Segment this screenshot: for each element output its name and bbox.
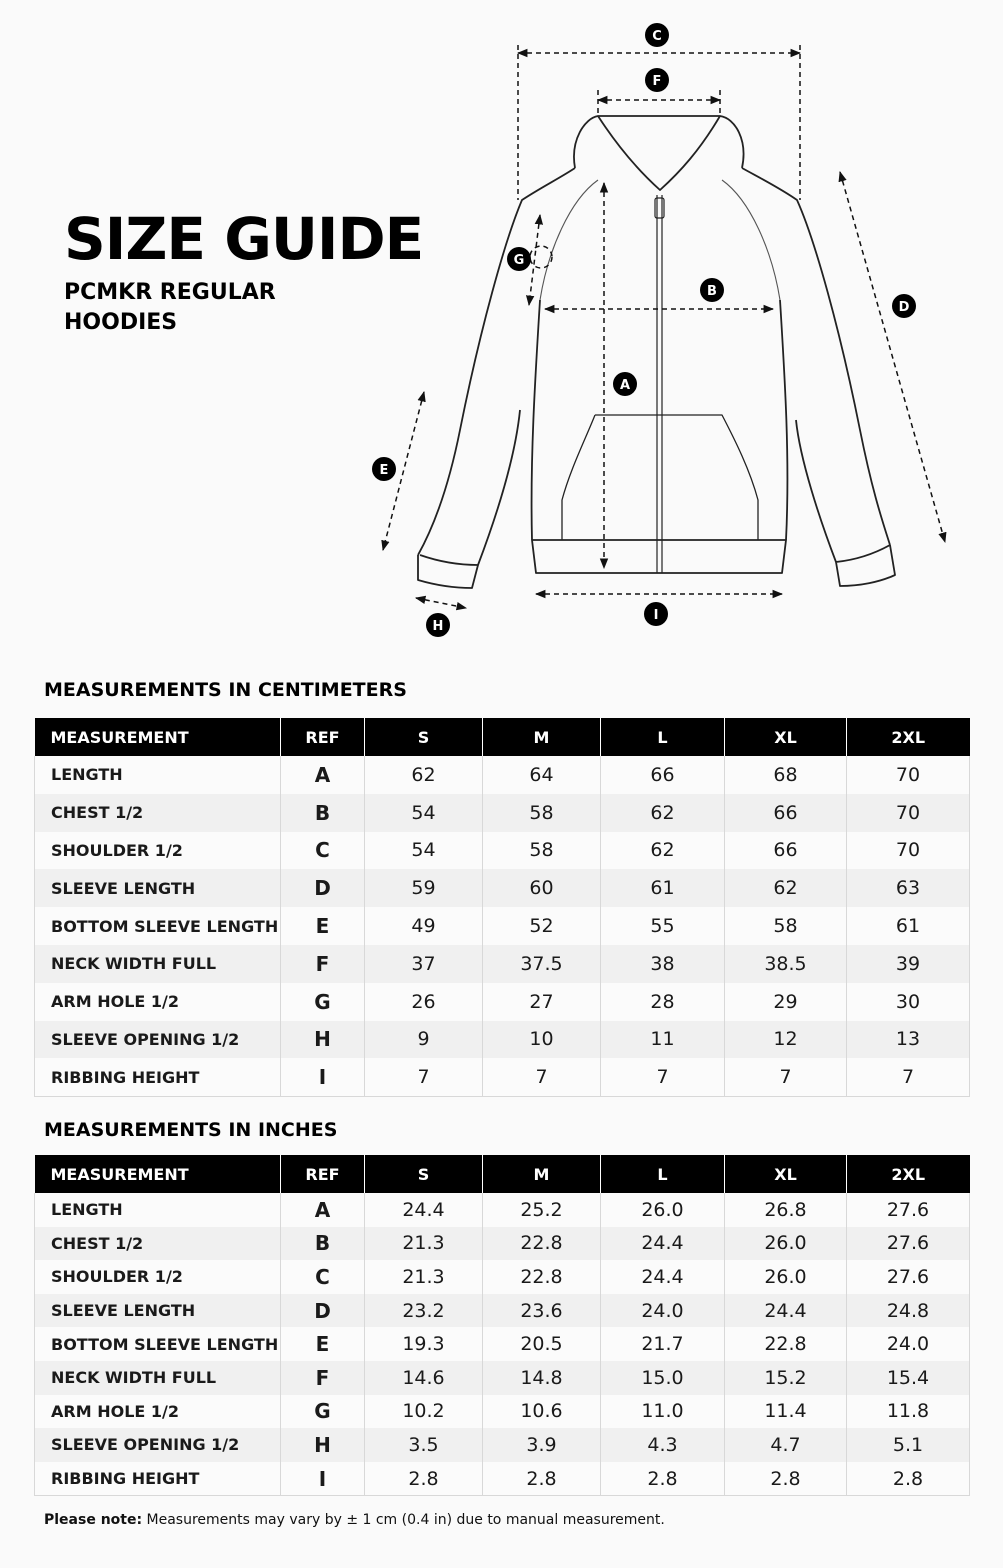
size-value-cell: 66 [601,756,725,794]
measurement-name: RIBBING HEIGHT [35,1058,281,1096]
svg-text:G: G [513,253,525,268]
size-value-cell: 38.5 [725,945,847,983]
column-header: 2XL [847,1155,970,1193]
measurement-name: ARM HOLE 1/2 [35,1395,281,1429]
measurement-name: SLEEVE LENGTH [35,869,281,907]
measurement-ref: I [281,1058,365,1096]
svg-text:A: A [619,378,631,393]
size-value-cell: 62 [365,756,483,794]
size-value-cell: 54 [365,832,483,870]
size-value-cell: 26.0 [725,1260,847,1294]
size-value-cell: 27.6 [847,1193,970,1227]
note-text: Measurements may vary by ± 1 cm (0.4 in) due to manual measurement. [142,1512,665,1528]
size-value-cell: 24.0 [847,1327,970,1361]
column-header: S [365,1155,483,1193]
size-value-cell: 60 [483,869,601,907]
size-value-cell: 58 [483,832,601,870]
svg-text:F: F [652,74,662,89]
measurement-ref: C [281,832,365,870]
svg-text:E: E [379,463,389,478]
column-header: L [601,718,725,756]
note-label: Please note: [44,1512,143,1528]
diagram-label-h [426,613,450,637]
size-value-cell: 2.8 [483,1462,601,1496]
measurement-note [44,1512,665,1528]
measurement-ref: B [281,1227,365,1261]
table-header-row [35,718,970,756]
size-value-cell: 13 [847,1021,970,1059]
table-row [35,1361,970,1395]
diagram-label-c [645,23,669,47]
svg-text:I: I [653,608,659,623]
diagram-label-b [700,278,724,302]
measurement-ref: E [281,907,365,945]
size-value-cell: 21.3 [365,1260,483,1294]
column-header: MEASUREMENT [35,1155,281,1193]
column-header: XL [725,718,847,756]
diagram-label-a [613,372,637,396]
size-value-cell: 3.5 [365,1428,483,1462]
size-value-cell: 24.4 [365,1193,483,1227]
measurement-name: LENGTH [35,756,281,794]
size-value-cell: 23.2 [365,1294,483,1328]
size-value-cell: 2.8 [847,1462,970,1496]
table-row [35,1428,970,1462]
measurement-ref: G [281,983,365,1021]
size-value-cell: 58 [483,794,601,832]
size-value-cell: 11.0 [601,1395,725,1429]
size-value-cell: 14.6 [365,1361,483,1395]
cm-section-title: MEASUREMENTS IN CENTIMETERS [44,679,407,701]
in-size-table [34,1155,970,1496]
size-value-cell: 5.1 [847,1428,970,1462]
column-header: 2XL [847,718,970,756]
measurement-lines [383,45,945,608]
measurement-ref: E [281,1327,365,1361]
diagram-label-g [507,247,531,271]
table-row [35,1462,970,1496]
measurement-name: SHOULDER 1/2 [35,1260,281,1294]
size-value-cell: 21.3 [365,1227,483,1261]
size-value-cell: 62 [601,794,725,832]
size-value-cell: 27.6 [847,1260,970,1294]
size-value-cell: 49 [365,907,483,945]
measurement-ref: D [281,1294,365,1328]
measurement-name: LENGTH [35,1193,281,1227]
hoodie-diagram [360,15,980,655]
size-value-cell: 70 [847,832,970,870]
size-value-cell: 10.2 [365,1395,483,1429]
column-header: M [483,1155,601,1193]
size-value-cell: 66 [725,832,847,870]
size-value-cell: 26.8 [725,1193,847,1227]
table-row [35,1260,970,1294]
size-value-cell: 7 [483,1058,601,1096]
measurement-ref: D [281,869,365,907]
size-value-cell: 24.0 [601,1294,725,1328]
size-value-cell: 61 [601,869,725,907]
size-value-cell: 22.8 [483,1227,601,1261]
svg-text:H: H [432,619,444,634]
column-header: XL [725,1155,847,1193]
table-row [35,983,970,1021]
measurement-ref: C [281,1260,365,1294]
measurement-ref: G [281,1395,365,1429]
size-value-cell: 26.0 [601,1193,725,1227]
measurement-name: CHEST 1/2 [35,1227,281,1261]
size-value-cell: 54 [365,794,483,832]
size-value-cell: 22.8 [725,1327,847,1361]
measurement-name: BOTTOM SLEEVE LENGTH [35,1327,281,1361]
size-value-cell: 70 [847,756,970,794]
hoodie-outline [418,116,895,588]
size-value-cell: 24.8 [847,1294,970,1328]
size-value-cell: 39 [847,945,970,983]
measurement-name: RIBBING HEIGHT [35,1462,281,1496]
size-value-cell: 24.4 [725,1294,847,1328]
size-value-cell: 3.9 [483,1428,601,1462]
size-value-cell: 2.8 [365,1462,483,1496]
measurement-ref: H [281,1021,365,1059]
column-header: REF [281,1155,365,1193]
size-value-cell: 24.4 [601,1260,725,1294]
measurement-ref: F [281,945,365,983]
column-header: M [483,718,601,756]
size-value-cell: 30 [847,983,970,1021]
size-value-cell: 15.4 [847,1361,970,1395]
size-value-cell: 2.8 [601,1462,725,1496]
size-value-cell: 24.4 [601,1227,725,1261]
table-header-row [35,1155,970,1193]
measurement-ref: I [281,1462,365,1496]
size-value-cell: 26 [365,983,483,1021]
size-value-cell: 66 [725,794,847,832]
size-value-cell: 62 [725,869,847,907]
diagram-label-e [372,457,396,481]
size-value-cell: 23.6 [483,1294,601,1328]
size-value-cell: 7 [365,1058,483,1096]
size-value-cell: 37 [365,945,483,983]
measurement-name: NECK WIDTH FULL [35,945,281,983]
column-header: REF [281,718,365,756]
size-value-cell: 37.5 [483,945,601,983]
diagram-label-i [644,602,668,626]
table-row [35,1058,970,1096]
table-row [35,945,970,983]
measurement-name: SLEEVE LENGTH [35,1294,281,1328]
measurement-name: BOTTOM SLEEVE LENGTH [35,907,281,945]
size-value-cell: 58 [725,907,847,945]
table-row [35,869,970,907]
measurement-ref: H [281,1428,365,1462]
measurement-ref: A [281,756,365,794]
size-value-cell: 62 [601,832,725,870]
size-value-cell: 9 [365,1021,483,1059]
measurement-ref: F [281,1361,365,1395]
size-value-cell: 4.7 [725,1428,847,1462]
table-row [35,794,970,832]
size-value-cell: 21.7 [601,1327,725,1361]
size-value-cell: 11.8 [847,1395,970,1429]
size-value-cell: 20.5 [483,1327,601,1361]
size-value-cell: 11.4 [725,1395,847,1429]
size-value-cell: 55 [601,907,725,945]
size-value-cell: 4.3 [601,1428,725,1462]
size-value-cell: 12 [725,1021,847,1059]
size-value-cell: 64 [483,756,601,794]
size-value-cell: 68 [725,756,847,794]
size-value-cell: 10.6 [483,1395,601,1429]
table-row [35,832,970,870]
page-subtitle: PCMKR REGULAR HOODIES [64,280,276,335]
size-value-cell: 29 [725,983,847,1021]
size-value-cell: 26.0 [725,1227,847,1261]
size-value-cell: 10 [483,1021,601,1059]
size-value-cell: 38 [601,945,725,983]
table-row [35,756,970,794]
size-value-cell: 27.6 [847,1227,970,1261]
measurement-name: ARM HOLE 1/2 [35,983,281,1021]
diagram-label-d [892,294,916,318]
size-value-cell: 11 [601,1021,725,1059]
column-header: MEASUREMENT [35,718,281,756]
svg-text:D: D [898,300,910,315]
size-value-cell: 25.2 [483,1193,601,1227]
column-header: L [601,1155,725,1193]
size-value-cell: 7 [725,1058,847,1096]
measurement-name: CHEST 1/2 [35,794,281,832]
measurement-name: SLEEVE OPENING 1/2 [35,1428,281,1462]
measurement-ref: A [281,1193,365,1227]
cm-size-table [34,718,970,1097]
size-value-cell: 61 [847,907,970,945]
svg-text:C: C [652,29,662,44]
in-section-title: MEASUREMENTS IN INCHES [44,1119,338,1141]
table-row [35,1227,970,1261]
size-value-cell: 2.8 [725,1462,847,1496]
table-row [35,1327,970,1361]
table-row [35,1193,970,1227]
size-value-cell: 14.8 [483,1361,601,1395]
column-header: S [365,718,483,756]
table-row [35,1021,970,1059]
measurement-name: SLEEVE OPENING 1/2 [35,1021,281,1059]
size-value-cell: 52 [483,907,601,945]
size-value-cell: 70 [847,794,970,832]
size-value-cell: 59 [365,869,483,907]
size-value-cell: 7 [601,1058,725,1096]
size-value-cell: 22.8 [483,1260,601,1294]
size-value-cell: 15.0 [601,1361,725,1395]
size-value-cell: 15.2 [725,1361,847,1395]
measurement-name: SHOULDER 1/2 [35,832,281,870]
table-row [35,1294,970,1328]
table-row [35,907,970,945]
diagram-label-f [645,68,669,92]
measurement-ref: B [281,794,365,832]
size-value-cell: 28 [601,983,725,1021]
size-value-cell: 27 [483,983,601,1021]
size-value-cell: 63 [847,869,970,907]
page-title: SIZE GUIDE [64,205,424,273]
size-value-cell: 19.3 [365,1327,483,1361]
size-value-cell: 7 [847,1058,970,1096]
svg-text:B: B [707,284,717,299]
table-row [35,1395,970,1429]
measurement-name: NECK WIDTH FULL [35,1361,281,1395]
